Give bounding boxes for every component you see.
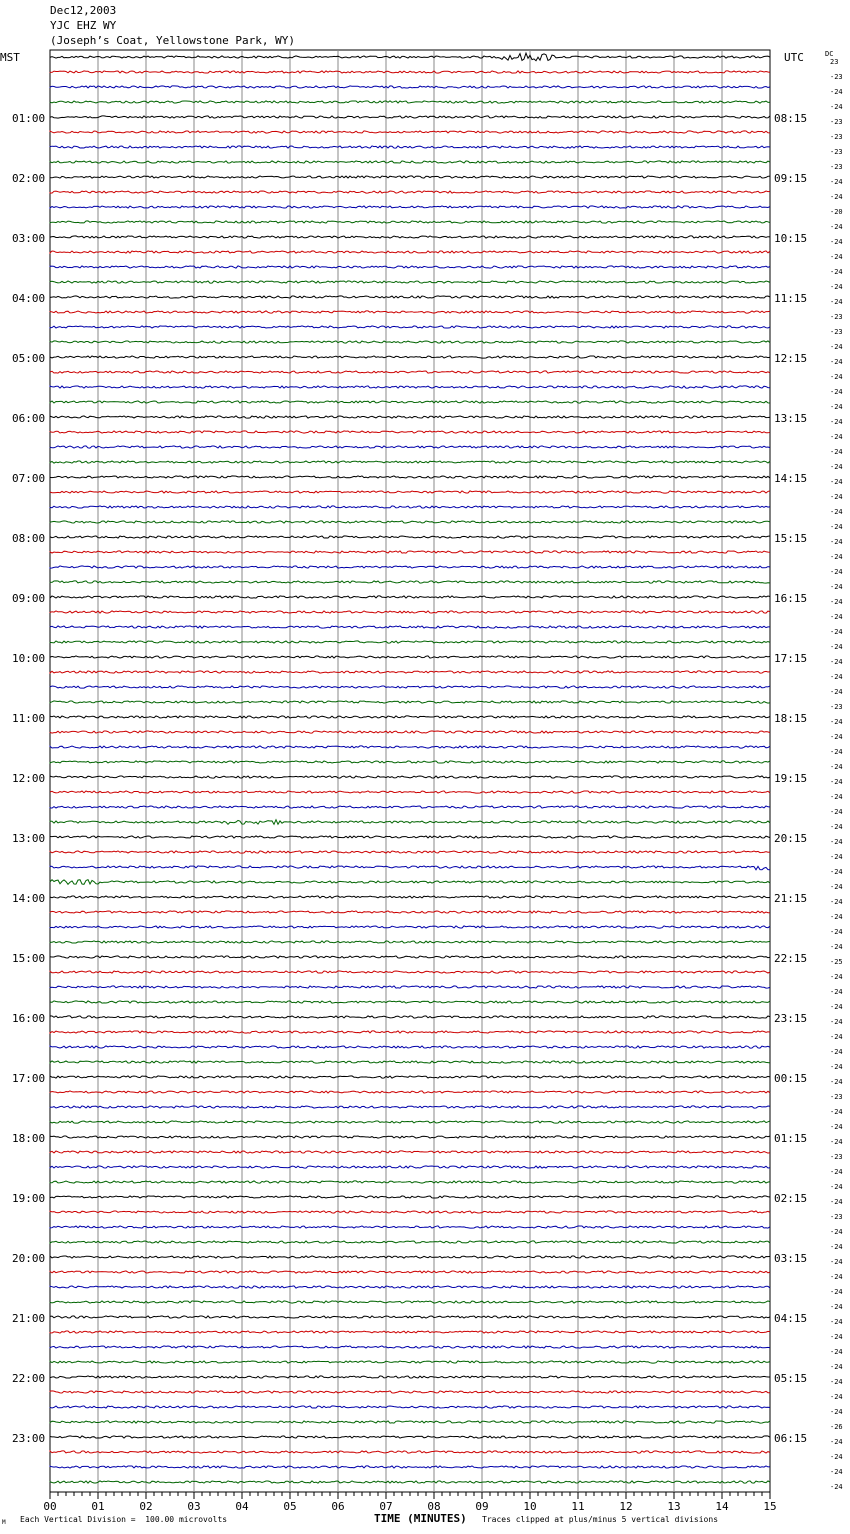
dc-offset-label: -24 <box>830 553 843 561</box>
dc-offset-label: -24 <box>830 523 843 531</box>
dc-offset-label: -24 <box>830 238 843 246</box>
right-hour-label: 15:15 <box>774 532 808 545</box>
right-hour-label: 12:15 <box>774 352 808 365</box>
trace-line <box>50 1166 770 1168</box>
trace-line <box>50 116 770 118</box>
dc-offset-label: -24 <box>830 1378 843 1386</box>
trace-line <box>50 1121 770 1123</box>
dc-offset-label: -23 <box>830 703 843 711</box>
x-tick-label: 04 <box>235 1500 249 1513</box>
dc-offset-label: -24 <box>830 103 843 111</box>
dc-offset-label: -25 <box>830 958 843 966</box>
trace-line <box>50 1151 770 1153</box>
dc-offset-label: -24 <box>830 538 843 546</box>
x-tick-label: 10 <box>523 1500 537 1513</box>
trace-line <box>50 641 770 643</box>
left-hour-label: 18:00 <box>12 1132 46 1145</box>
dc-offset-label: -24 <box>830 688 843 696</box>
right-hour-label: 09:15 <box>774 172 808 185</box>
clip-note: Traces clipped at plus/minus 5 vertical divisions <box>482 1515 719 1524</box>
right-hour-label: 04:15 <box>774 1312 808 1325</box>
dc-offset-label: -24 <box>830 658 843 666</box>
dc-offset-label: -24 <box>830 88 843 96</box>
left-hour-label: 07:00 <box>12 472 46 485</box>
trace-line <box>50 776 770 778</box>
trace-line <box>50 176 770 178</box>
dc-offset-label: -24 <box>830 973 843 981</box>
trace-line <box>50 1106 770 1108</box>
left-hour-label: 08:00 <box>12 532 46 545</box>
trace-line <box>50 626 770 628</box>
trace-line <box>50 536 770 538</box>
dc-offset-label: -24 <box>830 928 843 936</box>
trace-line <box>50 686 770 688</box>
trace-line <box>50 506 770 508</box>
trace-line <box>50 1001 770 1003</box>
header-station: YJC EHZ WY <box>50 19 117 32</box>
trace-line <box>50 1031 770 1033</box>
trace-line <box>50 521 770 523</box>
trace-line <box>50 836 770 838</box>
trace-line <box>50 1016 770 1018</box>
dc-offset-label: -24 <box>830 448 843 456</box>
left-hour-label: 23:00 <box>12 1432 46 1445</box>
right-hour-label: 14:15 <box>774 472 808 485</box>
left-hour-label: 02:00 <box>12 172 46 185</box>
left-hour-label: 04:00 <box>12 292 46 305</box>
dc-offset-label: -24 <box>830 1318 843 1326</box>
trace-line <box>50 53 770 61</box>
left-hour-label: 19:00 <box>12 1192 46 1205</box>
dc-offset-label: -24 <box>830 1228 843 1236</box>
right-hour-label: 11:15 <box>774 292 808 305</box>
dc-offset-label: -24 <box>830 1063 843 1071</box>
header-date: Dec12,2003 <box>50 4 117 17</box>
dc-offset-label: -24 <box>830 1483 843 1491</box>
trace-line <box>50 1346 770 1348</box>
trace-line <box>50 281 770 283</box>
dc-offset-label: -24 <box>830 1033 843 1041</box>
x-tick-label: 01 <box>91 1500 105 1513</box>
right-hour-label: 13:15 <box>774 412 808 425</box>
left-hour-label: 06:00 <box>12 412 46 425</box>
dc-offset-label: -24 <box>830 838 843 846</box>
left-hour-label: 09:00 <box>12 592 46 605</box>
right-hour-label: 05:15 <box>774 1372 808 1385</box>
dc-offset-label: -24 <box>830 358 843 366</box>
dc-offset-label: -24 <box>830 1273 843 1281</box>
dc-offset-label: -24 <box>830 763 843 771</box>
right-hour-label: 01:15 <box>774 1132 808 1145</box>
trace-line <box>50 791 770 793</box>
x-tick-label: 12 <box>619 1500 633 1513</box>
trace-line <box>50 1286 770 1288</box>
dc-offset-label: -24 <box>830 1453 843 1461</box>
left-hour-label: 03:00 <box>12 232 46 245</box>
trace-line <box>50 266 770 268</box>
trace-line <box>50 851 770 853</box>
trace-line <box>50 1376 770 1378</box>
right-hour-label: 10:15 <box>774 232 808 245</box>
trace-line <box>50 1211 770 1213</box>
trace-line <box>50 251 770 253</box>
dc-offset-label: -24 <box>830 343 843 351</box>
dc-offset-label: -20 <box>830 208 843 216</box>
trace-line <box>50 1241 770 1243</box>
trace-line <box>50 371 770 373</box>
right-hour-label: 22:15 <box>774 952 808 965</box>
trace-line <box>50 656 770 658</box>
x-tick-label: 07 <box>379 1500 393 1513</box>
dc-offset-label: -24 <box>830 718 843 726</box>
footer-mark: M <box>2 1519 6 1526</box>
dc-offset-label: -24 <box>830 508 843 516</box>
dc-offset-label: -24 <box>830 1168 843 1176</box>
left-hour-label: 16:00 <box>12 1012 46 1025</box>
x-tick-label: 06 <box>331 1500 345 1513</box>
dc-offset-label: -24 <box>830 733 843 741</box>
dc-offset-label: -24 <box>830 883 843 891</box>
trace-line <box>50 131 770 133</box>
x-tick-label: 05 <box>283 1500 297 1513</box>
trace-line <box>50 446 770 448</box>
trace-line <box>50 221 770 223</box>
dc-offset-label: -24 <box>830 1123 843 1131</box>
dc-offset-label: -24 <box>830 913 843 921</box>
right-hour-label: 16:15 <box>774 592 808 605</box>
left-hour-label: 13:00 <box>12 832 46 845</box>
dc-offset-label: -24 <box>830 808 843 816</box>
dc-offset-label: -24 <box>830 1183 843 1191</box>
dc-offset-label: -24 <box>830 433 843 441</box>
dc-header-label: DC <box>825 50 834 58</box>
right-hour-label: 23:15 <box>774 1012 808 1025</box>
trace-line <box>50 326 770 328</box>
trace-line <box>50 1181 770 1183</box>
dc-offset-label: -24 <box>830 598 843 606</box>
right-hour-label: 20:15 <box>774 832 808 845</box>
left-hour-label: 22:00 <box>12 1372 46 1385</box>
trace-line <box>50 1421 770 1423</box>
dc-offset-label: -24 <box>830 463 843 471</box>
trace-line <box>50 1481 770 1483</box>
x-tick-label: 09 <box>475 1500 489 1513</box>
trace-line <box>50 1436 770 1438</box>
dc-offset-label: -24 <box>830 178 843 186</box>
trace-line <box>50 431 770 433</box>
dc-offset-label: -24 <box>830 253 843 261</box>
trace-line <box>50 820 770 825</box>
trace-line <box>50 1391 770 1393</box>
left-timezone-label: MST <box>0 51 20 64</box>
dc-offset-label: -23 <box>830 1153 843 1161</box>
dc-offset-label: -24 <box>830 1003 843 1011</box>
dc-offset-label: -24 <box>830 583 843 591</box>
dc-offset-label: -24 <box>830 373 843 381</box>
dc-offset-label: -23 <box>830 1213 843 1221</box>
trace-line <box>50 1046 770 1048</box>
trace-line <box>50 716 770 718</box>
right-hour-label: 00:15 <box>774 1072 808 1085</box>
dc-offset-label: -24 <box>830 568 843 576</box>
trace-line <box>50 971 770 973</box>
dc-offset-label: -24 <box>830 1363 843 1371</box>
dc-offset-label: -24 <box>830 748 843 756</box>
trace-line <box>50 1406 770 1408</box>
trace-line <box>50 761 770 763</box>
right-hour-label: 17:15 <box>774 652 808 665</box>
dc-offset-label: -24 <box>830 298 843 306</box>
trace-line <box>50 206 770 208</box>
trace-line <box>50 491 770 493</box>
dc-offset-label: -24 <box>830 778 843 786</box>
trace-line <box>50 296 770 298</box>
dc-offset-label: -24 <box>830 793 843 801</box>
left-hour-label: 01:00 <box>12 112 46 125</box>
x-tick-label: 03 <box>187 1500 201 1513</box>
dc-offset-label: -24 <box>830 673 843 681</box>
left-hour-label: 17:00 <box>12 1072 46 1085</box>
x-tick-label: 08 <box>427 1500 441 1513</box>
scale-note: Each Vertical Division = 100.00 microvolts <box>20 1515 228 1524</box>
dc-offset-label: -24 <box>830 1048 843 1056</box>
dc-offset-label: -24 <box>830 1243 843 1251</box>
dc-offset-label: -24 <box>830 1198 843 1206</box>
right-timezone-label: UTC <box>784 51 804 64</box>
trace-line <box>50 1256 770 1258</box>
trace-line <box>50 956 770 958</box>
trace-line <box>50 461 770 463</box>
trace-line <box>50 596 770 598</box>
x-tick-label: 00 <box>43 1500 57 1513</box>
trace-line <box>50 1091 770 1093</box>
dc-offset-label: -24 <box>830 1108 843 1116</box>
dc-offset-label: -24 <box>830 1303 843 1311</box>
dc-offset-label: -24 <box>830 1348 843 1356</box>
trace-line <box>50 386 770 388</box>
trace-line <box>50 191 770 193</box>
dc-offset-label: -24 <box>830 1078 843 1086</box>
trace-line <box>50 1301 770 1303</box>
right-hour-label: 08:15 <box>774 112 808 125</box>
trace-line <box>50 341 770 343</box>
dc-offset-label: -23 <box>830 1093 843 1101</box>
dc-offset-label: -23 <box>830 148 843 156</box>
dc-offset-label: -24 <box>830 898 843 906</box>
right-hour-label: 06:15 <box>774 1432 808 1445</box>
trace-line <box>50 1271 770 1273</box>
trace-line <box>50 161 770 163</box>
trace-line <box>50 1316 770 1318</box>
dc-offset-label: -24 <box>830 823 843 831</box>
trace-line <box>50 566 770 568</box>
trace-line <box>50 1136 770 1138</box>
right-hour-label: 02:15 <box>774 1192 808 1205</box>
trace-line <box>50 1331 770 1333</box>
left-hour-label: 10:00 <box>12 652 46 665</box>
dc-offset-label: -24 <box>830 613 843 621</box>
trace-line <box>50 746 770 748</box>
trace-line <box>50 1226 770 1228</box>
trace-line <box>50 671 770 673</box>
left-hour-label: 11:00 <box>12 712 46 725</box>
dc-offset-label: -23 <box>830 133 843 141</box>
trace-line <box>50 731 770 733</box>
left-hour-label: 21:00 <box>12 1312 46 1325</box>
trace-line <box>50 1466 770 1468</box>
trace-line <box>50 146 770 148</box>
dc-offset-label: -24 <box>830 493 843 501</box>
trace-line <box>50 1196 770 1198</box>
trace-line <box>50 611 770 613</box>
dc-offset-label: -24 <box>830 1438 843 1446</box>
x-tick-label: 13 <box>667 1500 681 1513</box>
right-hour-label: 21:15 <box>774 892 808 905</box>
trace-line <box>50 581 770 583</box>
dc-offset-label: -23 <box>830 313 843 321</box>
dc-offset-label: -24 <box>830 853 843 861</box>
left-hour-label: 14:00 <box>12 892 46 905</box>
x-tick-label: 02 <box>139 1500 153 1513</box>
dc-offset-label: -24 <box>830 1408 843 1416</box>
left-hour-label: 20:00 <box>12 1252 46 1265</box>
right-hour-label: 19:15 <box>774 772 808 785</box>
dc-offset-label: -23 <box>830 163 843 171</box>
left-hour-label: 05:00 <box>12 352 46 365</box>
trace-line <box>50 551 770 553</box>
header-location: (Joseph’s Coat, Yellowstone Park, WY) <box>50 34 296 47</box>
dc-offset-label: -24 <box>830 268 843 276</box>
trace-line <box>50 86 770 88</box>
trace-line <box>50 866 770 870</box>
dc-offset-label: -24 <box>830 628 843 636</box>
trace-line <box>50 476 770 478</box>
x-tick-label: 14 <box>715 1500 729 1513</box>
dc-offset-label: -24 <box>830 1258 843 1266</box>
dc-offset-label: -24 <box>830 418 843 426</box>
dc-offset-label: -24 <box>830 478 843 486</box>
right-hour-label: 03:15 <box>774 1252 808 1265</box>
trace-line <box>50 941 770 943</box>
dc-offset-label: -24 <box>830 943 843 951</box>
dc-offset-label: -24 <box>830 1468 843 1476</box>
trace-line <box>50 416 770 418</box>
x-axis-label: TIME (MINUTES) <box>374 1512 467 1525</box>
dc-offset-label: -23 <box>830 328 843 336</box>
trace-line <box>50 926 770 928</box>
dc-offset-label: -24 <box>830 1138 843 1146</box>
dc-offset-label: -24 <box>830 1288 843 1296</box>
dc-offset-label: -24 <box>830 868 843 876</box>
dc-offset-label: -24 <box>830 403 843 411</box>
trace-line <box>50 236 770 238</box>
right-hour-label: 18:15 <box>774 712 808 725</box>
x-tick-label: 11 <box>571 1500 585 1513</box>
trace-line <box>50 1361 770 1363</box>
trace-line <box>50 896 770 898</box>
dc-offset-label: -24 <box>830 1018 843 1026</box>
trace-line <box>50 701 770 703</box>
trace-line <box>50 401 770 403</box>
trace-line <box>50 986 770 988</box>
dc-offset-label: -26 <box>830 1423 843 1431</box>
x-tick-label: 15 <box>763 1500 777 1513</box>
trace-line <box>50 101 770 103</box>
dc-offset-label: -24 <box>830 283 843 291</box>
dc-offset-label: -23 <box>830 73 843 81</box>
left-hour-label: 12:00 <box>12 772 46 785</box>
dc-offset-label: -24 <box>830 193 843 201</box>
dc-offset-label: 23 <box>830 58 839 66</box>
left-hour-label: 15:00 <box>12 952 46 965</box>
trace-line <box>50 1076 770 1078</box>
trace-line <box>50 356 770 358</box>
dc-offset-label: -23 <box>830 118 843 126</box>
trace-line <box>50 1061 770 1063</box>
trace-line <box>50 911 770 913</box>
dc-offset-label: -24 <box>830 1393 843 1401</box>
dc-offset-label: -24 <box>830 988 843 996</box>
trace-line <box>50 806 770 808</box>
dc-offset-label: -24 <box>830 223 843 231</box>
trace-line <box>50 1451 770 1453</box>
trace-line <box>50 71 770 73</box>
dc-offset-label: -24 <box>830 388 843 396</box>
dc-offset-label: -24 <box>830 1333 843 1341</box>
trace-line <box>50 311 770 313</box>
trace-line <box>50 880 770 885</box>
dc-offset-label: -24 <box>830 643 843 651</box>
